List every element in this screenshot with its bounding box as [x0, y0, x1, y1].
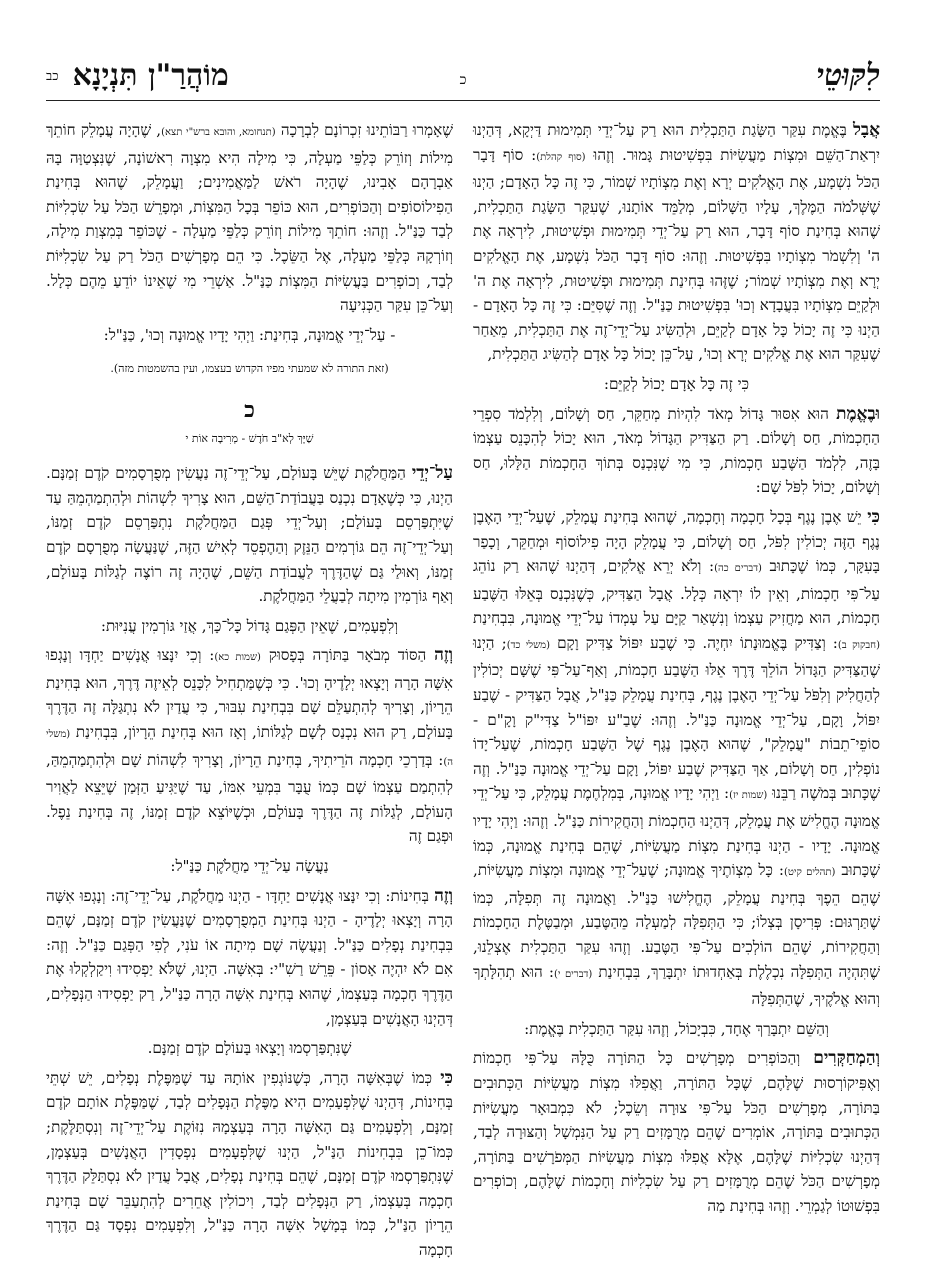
paragraph — [46, 118, 453, 318]
paragraph-text: : בְּדַרְכֵי חָכְמָה הֹרֵיתִיךָ, בְּחִינַת הֵרָיוֹן, וְצָרִיךְ לִשְׁהוֹת שָׁם וּלְהִתְמַהְמֵהַּ, לְהִתְמַם עַצְמוֹ שָׁם כְּמוֹ עֻבָּר בִּמְעֵי אִמּוֹ, עַד שֶׁיַּגִּיעַ הַזְּמַן שֶׁיֵּצֵא לַאֲוִיר הָעוֹלָם, לְגַלּוֹת זֶה הַדֶּרֶךְ בָּעוֹלָם, וּכְשֶׁיּוֹצֵא קֹדֶם זְמַנּוֹ, זֶה בְּחִינַת נֵפֶל. וּפְגַם זֶה — [46, 750, 453, 846]
paragraph-end-line: וְלִפְעָמִים, שֶׁאֵין הַפְּגַם גָּדוֹל כָּל־כָּךְ, אֲזַי גּוֹרְמִין עֲנִיּוּת: — [100, 616, 399, 635]
paragraph-text: כְּמוֹ שֶׁבְּאִשָּׁה הָרָה, כְּשֶׁנּוֹגְפִין אוֹתָהּ עַד שֶׁמַּפֶּלֶת נְפָלִים, יֵשׁ שְׁתֵּי בְּחִינוֹת, דְּהַיְנוּ שֶׁלִּפְעָמִים הִיא מַפֶּלֶת הַנְּפָלִים לְבַד, שֶׁמַּפֶּלֶת אוֹתָם קֹדֶם זְמַנָּם, וְלִפְעָמִים גַּם הָאִשָּׁה הָרָה בְּעַצְמָהּ נִזּוֹקֶת עַל־יְדֵי־זֶה וְנִסְתַּלֶּקֶת; כְּמוֹ־כֵן בִּבְחִינוֹת הַנַּ"ל, הַיְנוּ שֶׁלִּפְעָמִים נִפְסָדִין הָאֲנָשִׁים בְּעַצְמָן, שֶׁנִּתְפַּרְסְמוּ קֹדֶם זְמַנָּם, שֶׁהֵם בְּחִינַת נְפָלִים, אֲבָל עֲדַיִן לֹא נִסְתַּלֵּק הַדֶּרֶךְ חָכְמָה בְּעַצְמוֹ, רַק הַנְּפָלִים לְבַד, וִיכוֹלִין אֲחֵרִים לְהִתְעַבֵּר שָׁם בְּחִינַת הֵרָיוֹן הַנַּ"ל, כְּמוֹ בְּמָשָׁל אִשָּׁה הָרָה כַּנַּ"ל, וְלִפְעָמִים נִפְסָד גַּם הַדֶּרֶךְ חָכְמָה — [46, 1068, 453, 1259]
page-header — [46, 52, 880, 101]
paragraph-end-line: וְהַשֵּׁם יִתְבָּרַךְ אֶחָד, כִּבְיָכוֹל, וְזֶהוּ עִקַּר הַתַּכְלִית בֶּאֱמֶת: — [524, 1019, 829, 1038]
paragraph-text: , שֶׁהָיָה עֲמָלֵק חוֹתֵךְ מִילוֹת וְזוֹרֵק כְּלַפֵּי מַעְלָה, כִּי מִילָה הִיא מִצְוָה רִאשׁוֹנָה, שֶׁנִּצְטַוָּה בָּהּ אַבְרָהָם אָבִינוּ, שֶׁהָיָה רֹאשׁ לַמַּאֲמִינִים; וַעֲמָלֵק, שֶׁהוּא בְּחִינַת הַפִילוֹסוֹפִים וְהַכּוֹפְרִים, הוּא כּוֹפֵר בְּכָל הַמִּצְוֹת, וּמְפָרֵשׁ הַכֹּל עַל שִׂכְלִיּוֹת לְבַד כַּנַּ"ל. וְזֶהוּ: חוֹתֵךְ מִילוֹת וְזוֹרֵק כְּלַפֵּי מַעְלָה - שֶׁכּוֹפֵר בְּמִצְוַת מִילָה, וְזוֹרְקָהּ כְּלַפֵּי מַעְלָה, אֶל הַשֵּׂכֶל. כִּי הֵם מְפָרְשִׁים הַכֹּל רַק עַל שִׂכְלִיּוֹת לְבַד, וְכוֹפְרִים בַּעֲשִׂיּוֹת הַמִּצְוֹת כַּנַּ"ל. אַשְׁרֵי מִי שֶׁאֵינוֹ יוֹדֵעַ מֵהֶם כְּלָל. וְעַל־כֵּן עִקַּר הַכְּנִיעָה — [46, 121, 453, 315]
source-ref: (תנחומא, והובא ברש"י תצא) — [161, 127, 276, 138]
section-number: כ — [244, 396, 255, 423]
lead-word: וְזֶה — [434, 885, 453, 906]
paragraph-text: יֵשׁ אֶבֶן נֶגֶף בְּכָל חָכְמָה וְחָכְמָה, שֶׁהוּא בְּחִינַת עֲמָלֵק, שֶׁעַל־יְדֵי הָאֶבֶן נֶגֶף הַזֶּה יְכוֹלִין לִפֹּל, חַס וְשָׁלוֹם, כִּי עֲמָלֵק הָיָה פִילוֹסוֹף וּמְחַקֵּר, וְכָפַר בָּעִקָּר, כְּמוֹ שֶׁכָּתוּב — [473, 507, 880, 576]
running-title-right: לִקּוּטֵי — [816, 58, 880, 93]
editorial-note: (זאת התורה לא שמעתי מפיו הקדוש בעצמו, ועין בהשמטות מזה). — [110, 362, 389, 376]
paragraph-text: וְהַכּוֹפְרִים מְפָרְשִׁים כָּל הַתּוֹרָה כֻּלָּהּ עַל־פִּי חָכְמוֹת וְאֶפִּיקוֹרְסוּת שֶׁלָּהֶם, שֶׁכָּל הַתּוֹרָה, וַאֲפִלּוּ מִצְוֹת מַעֲשִׂיּוֹת הַכְּתוּבִים בַּתּוֹרָה, מְפָרְשִׁים הַכֹּל עַל־פִּי צוּרָה וְשֵׂכֶל; לֹא כִּמְבוּאָר מַעֲשִׂיּוֹת הַכְּתוּבִים בַּתּוֹרָה, אוֹמְרִים שֶׁהֵם מְרֻמָּזִים רַק עַל הַנִּמְשָׁל וְהַצּוּרָה לְבַד, דְּהַיְנוּ שִׂכְלִיּוֹת שֶׁלָּהֶם, אֶלָּא אֲפִלּוּ מִצְוֹת מַעֲשִׂיּוֹת הַמְּפֹרָשִׁים בַּתּוֹרָה, מְפָרְשִׁים הַכֹּל שֶׁהֵם מְרֻמָּזִים רַק עַל שִׂכְלִיּוֹת וְחָכְמוֹת שֶׁלָּהֶם, וְכוֹפְרִים בִּפְשׁוּטוֹ לְגַמְרֵי. וְזֶהוּ בְּחִינַת מַה — [473, 1049, 880, 1215]
paragraph-text: בֶּאֱמֶת עִקַּר הַשָּׂגַת הַתַּכְלִית הוּא רַק עַל־יְדֵי תְּמִימוּת דַּיְקָא, דְּהַיְנוּ יִרְאַת־הַשֵּׁם וּמִצְוֹת מַעֲשִׂיּוֹת בִּפְשִׁיטוּת גָּמוּר. וְזֶהוּ — [473, 121, 880, 164]
right-column — [473, 118, 880, 1215]
source-ref: (דברים כה) — [714, 563, 762, 575]
source-ref: (חבקוק ב) — [837, 639, 880, 651]
text-columns — [46, 118, 880, 1259]
lead-word: כִּי — [440, 1067, 453, 1088]
paragraph-end-line: נַעֲשָׂה עַל־יְדֵי מַחֲלֹקֶת כַּנַּ"ל: — [170, 857, 329, 876]
source-ref: (משלי כד) — [506, 639, 550, 651]
paragraph — [46, 461, 453, 609]
header-left-group — [46, 58, 229, 93]
paragraph — [473, 402, 880, 500]
left-column — [46, 118, 453, 1259]
paragraph-text: : כָּל מִצְוֹתֶיךָ אֱמוּנָה; שֶׁעַל־יְדֵי אֱמוּנָה וּמִצְוֹת מַעֲשִׂיּוֹת, שֶׁהֵם הֵפֶךְ בְּחִינַת עֲמָלֵק, הֶחֱלִישׁוּ כַּנַּ"ל. וַאֲמוּנָה זֶה תְּפִלָּה, כְּמוֹ שֶׁתַּרְגּוּם: פְּרִיסָן בְּצְלוֹ; כִּי הַתְּפִלָּה לְמַעְלָה מֵהַטֶּבַע, וּמְבַטֶּלֶת הַחָכְמוֹת וְהַחֲקִירוֹת, שֶׁהֵם הוֹלְכִים עַל־פִּי הַטֶּבַע. וְזֶהוּ עִקַּר הַתַּכְלִית אֶצְלֵנוּ, שֶׁתִּהְיֶה הַתְּפִלָּה נִכְלֶלֶת בְּאַחְדוּתוֹ יִתְבָּרַךְ, בִּבְחִינַת — [473, 861, 880, 981]
paragraph-text: הַסּוֹד מְבֹאָר בַּתּוֹרָה בְּפָסוּק — [260, 646, 435, 665]
page-number: כב — [46, 69, 59, 84]
paragraph-text: : וְכִי יִנָּצוּ אֲנָשִׁים יַחְדָּו וְנָגְפוּ אִשָּׁה הָרָה וְיָצְאוּ יְלָדֶיהָ וְכוּ'. כִּי כְּשֶׁמַּתְחִיל לִכָּנֵס לְאֵיזֶה דֶּרֶךְ, הוּא בְּחִינַת הֵרָיוֹן, וְצָרִיךְ לְהִתְעַלֵּם שָׁם בִּבְחִינַת עִבּוּר, כִּי עֲדַיִן לֹא נִתְגַּלָּה זֶה הַדֶּרֶךְ בָּעוֹלָם, רַק הוּא נִכְנַס לְשָׁם לְגַלּוֹתוֹ, וְאָז הוּא בְּחִינַת הֵרָיוֹן, בִּבְחִינַת — [46, 646, 453, 742]
paragraph — [46, 643, 453, 849]
lead-word: וּבֶאֱמֶת — [836, 403, 880, 424]
paragraph-text: : וְצַדִּיק בֶּאֱמוּנָתוֹ יִחְיֶה. כִּי שֶׁבַע יִפּוֹל צַדִּיק וָקָם — [550, 633, 838, 652]
paragraph-text: : וַיְהִי יָדָיו אֱמוּנָה, בְּמִלְחֶמֶת עֲמָלֵק, כִּי עַל־יְדֵי אֱמוּנָה הֶחֱלִישׁ אֶת עֲמָלֵק, דְּהַיְנוּ הַחָכְמוֹת וְהַחֲקִירוֹת כַּנַּ"ל. וְזֶהוּ: וַיְהִי יָדָיו אֱמוּנָה. יָדָיו - הַיְנוּ בְּחִינַת מִצְוֹת מַעֲשִׂיּוֹת, שֶׁהֵם בְּחִינַת אֱמוּנָה, כְּמוֹ שֶׁכָּתוּב — [473, 784, 880, 880]
lead-word: עַל־יְדֵי — [411, 463, 453, 484]
paragraph-end-line: כִּי זֶה כָּל אָדָם יָכוֹל לְקַיֵּם: — [603, 374, 750, 393]
paragraph-text: : סוֹף דָּבָר הַכֹּל נִשְׁמָע, אֶת הָאֱלֹקִים יְרָא וְאֶת מִצְוֹתָיו שְׁמוֹר, כִּי זֶה כָּל הָאָדָם; הַיְנוּ שֶׁשְּׁלֹמֹה הַמֶּלֶךְ, עָלָיו הַשָּׁלוֹם, מְלַמֵּד אוֹתָנוּ, שֶׁעִקַּר הַשָּׂגַת הַתַּכְלִית, שֶׁהוּא בְּחִינַת סוֹף דָּבָר, הוּא רַק עַל־יְדֵי תְּמִימוּת וּפְשִׁיטוּת, לִירְאָה אֶת ה' וְלִשְׁמֹר מִצְוֹתָיו בִּפְשִׁיטוּת. וְזֶהוּ: סוֹף דָּבָר הַכֹּל נִשְׁמָע, אֶת הָאֱלֹקִים יְרָא וְאֶת מִצְוֹתָיו שְׁמוֹר; שֶׁזֶּהוּ בְּחִינַת תְּמִימוּת וּפְשִׁיטוּת, לִירְאָה אֶת ה' וּלְקַיֵּם מִצְוֹתָיו בִּעֲבָדָא וְכוּ' בִּפְשִׁיטוּת כַּנַּ"ל. וְזֶה שֶׁסִּיֵּם: כִּי זֶה כָּל הָאָדָם - הַיְנוּ כִּי זֶה יָכוֹל כָּל אָדָם לְקַיֵּם, וּלְהַשִּׂיג עַל־יְדֵי־זֶה אֶת הַתַּכְלִית, מֵאַחַר שֶׁעִקַּר הוּא אֶת אֱלֹקִים יְרָא וְכוּ', עַל־כֵּן יָכוֹל כָּל אָדָם לְהַשִּׂיג הַתַּכְלִית, — [473, 145, 880, 364]
paragraph-text: שֶׁאָמְרוּ רַבּוֹתֵינוּ זִכְרוֹנָם לִבְרָכָה — [275, 121, 453, 139]
paragraph — [473, 118, 880, 367]
lead-word: כִּי — [867, 506, 880, 527]
source-ref: (שמות כא) — [214, 652, 261, 664]
lead-word: וְהַמְחַקְּרִים — [813, 1048, 880, 1069]
source-ref: (תהלים קיט) — [783, 867, 836, 879]
paragraph-end-line: - עַל־יְדֵי אֱמוּנָה, בְּחִינַת: וַיְהִי יָדָיו אֱמוּנָה וְכוּ', כַּנַּ"ל: — [103, 325, 396, 344]
paragraph-text: הַמַּחֲלֹקֶת שֶׁיֵּשׁ בָּעוֹלָם, עַל־יְדֵי־זֶה נַעֲשִׂין מְפֻרְסָמִים קֹדֶם זְמַנָּם. הַיְנוּ, כִּי כְּשֶׁאָדָם נִכְנַס בַּעֲבוֹדַת־הַשֵּׁם, הוּא צָרִיךְ לִשְׁהוֹת וּלְהִתְמַהְמֵהַּ עַד שֶׁיִּתְפַּרְסֵם בָּעוֹלָם; וְעַל־יְדֵי פְּגַם הַמַּחֲלֹקֶת נִתְפַּרְסֵם קֹדֶם זְמַנּוֹ, וְעַל־יְדֵי־זֶה הֵם גּוֹרְמִים הַנֵּזֶק וְהַהֶפְסֵד לְאִישׁ הַזֶּה, שֶׁנַּעֲשָׂה מְפֻרְסָם קֹדֶם זְמַנּוֹ, וְאוּלַי גַּם שֶׁהַדֶּרֶךְ לַעֲבוֹדַת הַשֵּׁם, שֶׁהָיָה זֶה רוֹצֶה לְגַלּוֹת בָּעוֹלָם, וְאַף גּוֹרְמִין מִיתָה לְבַעֲלֵי הַמַּחֲלֹקֶת. — [46, 464, 453, 606]
paragraph-text: הוּא אִסּוּר גָּדוֹל מְאֹד לִהְיוֹת מְחַקֵּר, חַס וְשָׁלוֹם, וְלִלְמֹד סִפְרֵי הַחָכְמוֹת, חַס וְשָׁלוֹם. רַק הַצַּדִּיק הַגָּדוֹל מְאֹד, הוּא יָכוֹל לְהִכָּנֵס עַצְמוֹ בָּזֶה, לִלְמֹד הַשֶּׁבַע חָכְמוֹת, כִּי מִי שֶׁנִּכְנַס בְּתוֹךְ הַחָכְמוֹת הַלָּלוּ, חַס וְשָׁלוֹם, יָכוֹל לִפֹּל שָׁם: — [473, 404, 880, 497]
paragraph-text: : וְלֹא יְרֵא אֱלֹקִים, דְּהַיְנוּ שֶׁהוּא רַק נוֹהֵג עַל־פִּי חָכְמוֹת, וְאֵין לוֹ יִרְאָה כְּלָל. אֲבָל הַצַּדִּיק, כְּשֶׁנִּכְנַס בְּאֵלּוּ הַשֶּׁבַע חָכְמוֹת, הוּא מַחֲזִיק עַצְמוֹ וְנִשְׁאַר קַיָּם עַל עָמְדוֹ עַל־יְדֵי אֱמוּנָה, בִּבְחִינַת — [473, 557, 880, 628]
paragraph — [473, 505, 880, 1012]
paragraph — [46, 884, 453, 1032]
paragraph — [473, 1046, 880, 1218]
source-ref: (סוף קהלת) — [536, 151, 586, 163]
paragraph-end-line: שֶׁנִּתְפַּרְסְמוּ וְיָצְאוּ בָּעוֹלָם קֹדֶם זְמַנָּם. — [147, 1039, 352, 1058]
folio-letter: כ — [459, 72, 467, 88]
source-ref: (דברים י) — [553, 968, 593, 980]
lead-word: אֲבָל — [852, 120, 880, 140]
paragraph-text: : הוּא תְהִלָּתְךָ וְהוּא אֱלֹקֶיךָ, שֶׁהַתְּפִלָּה — [473, 962, 880, 1009]
running-title-left: מוֹהֲרַ"ן תִּנְיָנָא — [72, 58, 229, 93]
paragraph — [46, 1066, 453, 1263]
source-ref: (משלי ה) — [46, 729, 453, 768]
source-ref: (שמות יז) — [729, 790, 768, 802]
paragraph-text: ; הַיְנוּ שֶׁהַצַּדִּיק הַגָּדוֹל הוֹלֵךְ דֶּרֶךְ אֵלּוּ הַשֶּׁבַע חָכְמוֹת, וְאַף־עַל־פִּי שֶׁשָּׁם יְכוֹלִין לְהַחֲלִיק וְלִפֹּל עַל־יְדֵי הָאֶבֶן נֶגֶף, בְּחִינַת עֲמָלֵק כַּנַּ"ל, אֲבָל הַצַּדִּיק - שֶׁבַע יִפּוֹל, וָקָם, עַל־יְדֵי אֱמוּנָה כַּנַּ"ל. וְזֶהוּ: שֶׁבַ"ע יִפּוֹ"ל צַדִּי"ק וָקָ"ם - סוֹפֵי־תֵבוֹת "עֲמָלֵק", שֶׁהוּא הָאֶבֶן נֶגֶף שֶׁל הַשֶּׁבַע חָכְמוֹת, שֶׁעַל־יָדוֹ נוֹפְלִין, חַס וְשָׁלוֹם, אַךְ הַצַּדִּיק שֶׁבַע יִפּוֹל, וָקָם עַל־יְדֵי אֱמוּנָה כַּנַּ"ל. וְזֶה שֶׁכָּתוּב בְּמֹשֶׁה רַבֵּנוּ — [473, 633, 880, 803]
lead-word: וְזֶה — [434, 645, 453, 666]
paragraph-text: בְּחִינוֹת: וְכִי יִנָּצוּ אֲנָשִׁים יַחְדָּו - הַיְנוּ מַחֲלֹקֶת, עַל־יְדֵי־זֶה: וְנָגְפוּ אִשָּׁה הָרָה וְיָצְאוּ יְלָדֶיהָ - הַיְנוּ בְּחִינַת הַמְפֻרְסָמִים שֶׁנַּעֲשִׂין קֹדֶם זְמַנָּם, שֶׁהֵם בִּבְחִינַת נְפָלִים כַּנַּ"ל. וְנַעֲשֶׂה שָׁם מִיתָה אוֹ עֹנִי, לְפִי הַפְּגַם כַּנַּ"ל. וְזֶה: אִם לֹא יִהְיֶה אָסוֹן - פֵּרֵשׁ רַשִׁ"י: בְּאִשָּׁה. הַיְנוּ, שֶׁלֹּא יַפְסִידוּ וִיקַלְקְלוּ אֶת הַדֶּרֶךְ חָכְמָה בְּעַצְמוֹ, שֶׁהוּא בְּחִינַת אִשָּׁה הָרָה כַּנַּ"ל, רַק יַפְסִידוּ הַנְּפָלִים, דְּהַיְנוּ הָאֲנָשִׁים בְּעַצְמָן, — [46, 886, 453, 1028]
section-subtitle: שַׁיָּךְ לְא"ב חֹדֶשׁ - מְרִיבָה אוֹת י — [185, 431, 314, 445]
